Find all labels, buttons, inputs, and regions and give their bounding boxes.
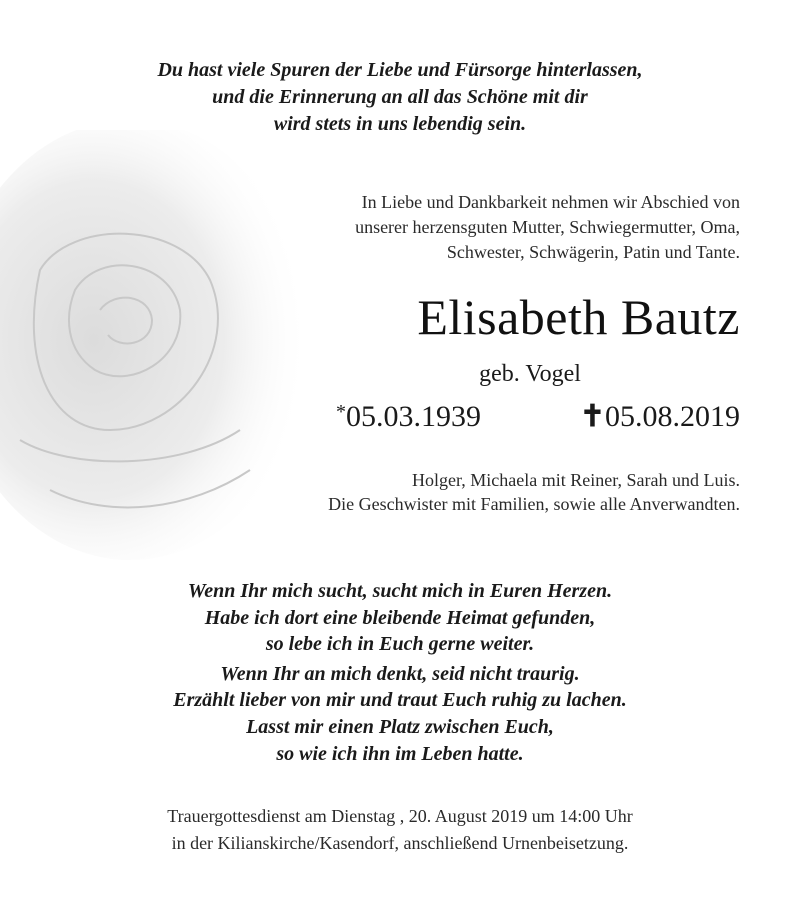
cross-icon: ✝: [579, 400, 605, 433]
mourners-line: Die Geschwister mit Familien, sowie alle Anverwandten.: [328, 494, 740, 514]
service-line: in der Kilianskirche/Kasendorf, anschließend Urnenbeisetzung.: [171, 833, 629, 853]
opening-verse-line: und die Erinnerung an all das Schöne mit dir: [212, 86, 588, 108]
opening-verse-line: Du hast viele Spuren der Liebe und Fürsorge hinterlassen,: [157, 59, 643, 81]
mourners-line: Holger, Michaela mit Reiner, Sarah und Luis.: [412, 470, 740, 490]
poem-line: so wie ich ihn im Leben hatte.: [276, 743, 524, 765]
poem-line: Wenn Ihr mich sucht, sucht mich in Euren Herzen.: [187, 580, 613, 602]
poem-line: Erzählt lieber von mir und traut Euch ruhig zu lachen.: [173, 689, 627, 711]
intro-line: In Liebe und Dankbarkeit nehmen wir Abschied von: [361, 192, 740, 212]
deceased-name: Elisabeth Bautz: [417, 289, 740, 345]
birth-star-icon: *: [336, 401, 346, 423]
birth-date-value: 05.03.1939: [346, 400, 481, 433]
poem-line: Wenn Ihr an mich denkt, seid nicht traurig.: [220, 663, 580, 685]
service-line: Trauergottesdienst am Dienstag , 20. August 2019 um 14:00 Uhr: [167, 806, 633, 826]
poem-line: Lasst mir einen Platz zwischen Euch,: [246, 716, 554, 738]
death-date-value: 05.08.2019: [605, 400, 740, 433]
intro-line: unserer herzensguten Mutter, Schwiegermutter, Oma,: [355, 217, 740, 237]
poem-line: Habe ich dort eine bleibende Heimat gefunden,: [204, 607, 596, 629]
death-date: [580, 402, 740, 432]
poem-line: so lebe ich in Euch gerne weiter.: [265, 633, 535, 655]
birth-date: [336, 402, 481, 432]
opening-verse-line: wird stets in uns lebendig sein.: [273, 113, 527, 135]
intro-line: Schwester, Schwägerin, Patin und Tante.: [446, 242, 740, 262]
maiden-name: geb. Vogel: [479, 361, 581, 387]
rose-image: [0, 130, 320, 560]
